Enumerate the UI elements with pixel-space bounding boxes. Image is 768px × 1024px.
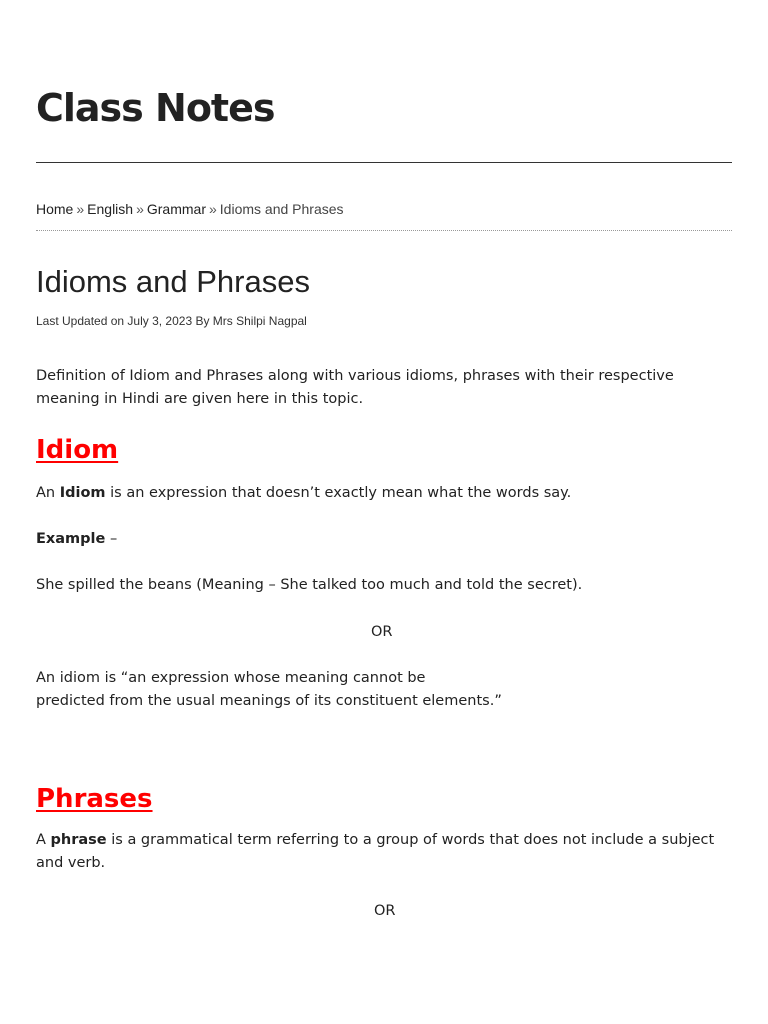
header-divider bbox=[36, 162, 732, 163]
example-dash: – bbox=[109, 531, 118, 547]
idiom-alt-line-1: An idiom is “an expression whose meaning cannot be bbox=[36, 670, 426, 686]
phrase-def-term: phrase bbox=[50, 832, 107, 848]
breadcrumb-grammar-link[interactable]: Grammar bbox=[146, 201, 206, 217]
breadcrumb-separator: » bbox=[209, 201, 217, 217]
updated-date-text: Last Updated on July 3, 2023 By bbox=[36, 314, 210, 328]
idiom-alt-definition bbox=[36, 667, 736, 713]
idiom-or-text: OR bbox=[371, 624, 393, 640]
example-label bbox=[36, 528, 736, 551]
idiom-heading: Idiom bbox=[36, 435, 119, 465]
idiom-definition bbox=[36, 482, 736, 505]
site-title[interactable]: Class Notes bbox=[36, 86, 275, 130]
breadcrumb bbox=[36, 200, 344, 218]
example-sentence: She spilled the beans (Meaning – She talked too much and told the secret). bbox=[36, 577, 583, 593]
idiom-def-rest: is an expression that doesn’t exactly mean what the words say. bbox=[110, 485, 572, 501]
breadcrumb-home-link[interactable]: Home bbox=[36, 201, 74, 217]
breadcrumb-divider bbox=[36, 230, 732, 231]
intro-paragraph: Definition of Idiom and Phrases along with various idioms, phrases with their respective meaning in Hindi are given here in this topic. bbox=[36, 368, 674, 407]
idiom-def-prefix: An bbox=[36, 485, 56, 501]
phrase-def-rest: is a grammatical term referring to a group of words that does not include a subject and verb. bbox=[36, 832, 715, 871]
post-meta bbox=[36, 313, 307, 329]
phrase-definition bbox=[36, 829, 716, 875]
phrases-heading: Phrases bbox=[36, 784, 153, 814]
breadcrumb-separator: » bbox=[76, 201, 85, 217]
phrase-def-prefix: A bbox=[36, 832, 46, 848]
breadcrumb-current: Idioms and Phrases bbox=[219, 201, 344, 217]
author-name: Mrs Shilpi Nagpal bbox=[212, 314, 307, 328]
breadcrumb-separator: » bbox=[136, 201, 144, 217]
idiom-def-term: Idiom bbox=[59, 485, 106, 501]
phrases-or-text: OR bbox=[374, 903, 396, 919]
example-label-text: Example bbox=[36, 531, 106, 547]
idiom-alt-line-2: predicted from the usual meanings of its constituent elements.” bbox=[36, 693, 502, 709]
breadcrumb-english-link[interactable]: English bbox=[87, 201, 134, 217]
page-title: Idioms and Phrases bbox=[36, 264, 310, 299]
